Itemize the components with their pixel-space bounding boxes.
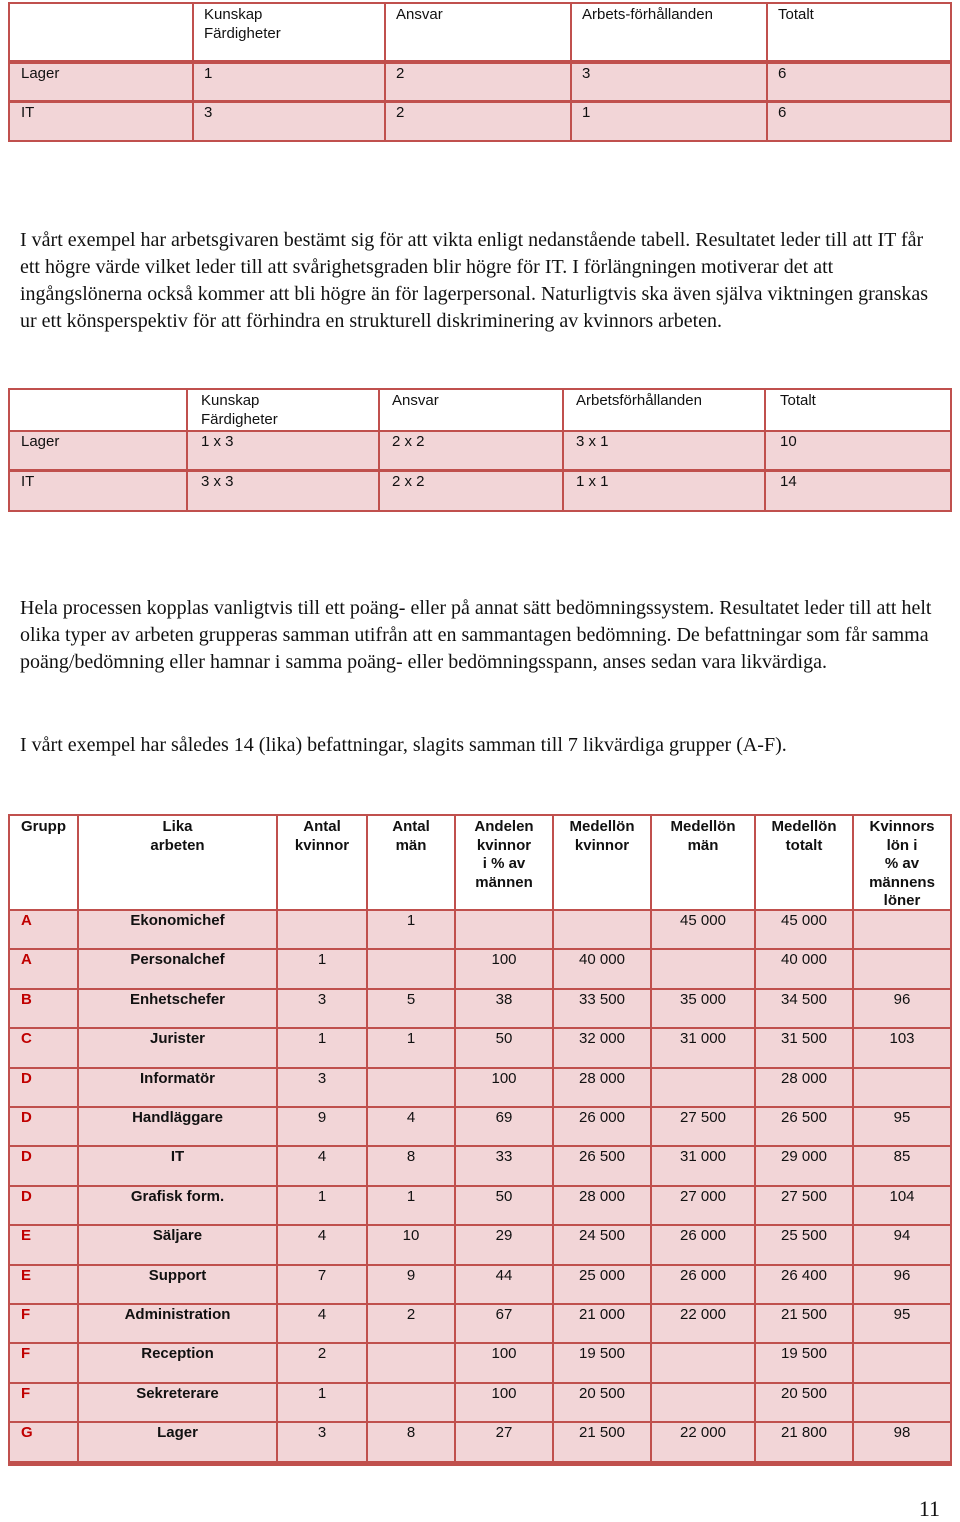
table3-cell: 9 <box>368 1266 454 1303</box>
table3-cell: 25 500 <box>756 1226 852 1263</box>
table3-cell: 34 500 <box>756 990 852 1027</box>
table3-cell: 21 800 <box>756 1423 852 1460</box>
table3-cell: 1 <box>278 1384 366 1421</box>
table3-cell: 22 000 <box>652 1423 754 1460</box>
table3-cell: 100 <box>456 1384 552 1421</box>
table3-cell: 33 <box>456 1147 552 1184</box>
table3-job-title: Reception <box>79 1344 276 1381</box>
table3-header-medellon-man: Medellön män <box>652 816 754 909</box>
table3-cell: 100 <box>456 950 552 987</box>
table3-cell: 26 500 <box>756 1108 852 1145</box>
table3-group-code: D <box>10 1069 77 1106</box>
table3-job-title: Informatör <box>79 1069 276 1106</box>
table3-cell <box>278 911 366 948</box>
table3-group-code: C <box>10 1029 77 1066</box>
paragraph-weighting: I vårt exempel har arbetsgivaren bestämt sig för att vikta enligt nedanstående tabell. Resultatet leder till att IT får ett högre värde vilket leder till att svårighetsgraden blir högre för IT. I förlängningen motiverar det att ingångslönerna också kommer att bli högre än för lagerpersonal. Naturligtvis ska även själva viktningen granskas ur ett könsperspektiv för att förhindra en strukturell diskriminering av kvinnors arbeten. <box>20 229 929 332</box>
table3-job-title: Grafisk form. <box>79 1187 276 1224</box>
table1-cell: 2 <box>386 103 570 140</box>
table3-cell: 44 <box>456 1266 552 1303</box>
table3-cell: 1 <box>278 1029 366 1066</box>
table3-cell: 100 <box>456 1344 552 1381</box>
table3-header-grupp: Grupp <box>10 816 77 909</box>
table3-cell: 27 <box>456 1423 552 1460</box>
table3-cell: 21 000 <box>554 1305 650 1342</box>
table2-cell: 3 x 1 <box>564 432 764 469</box>
table3-cell: 33 500 <box>554 990 650 1027</box>
table3-cell: 40 000 <box>554 950 650 987</box>
table3-cell: 31 000 <box>652 1029 754 1066</box>
table3-cell: 38 <box>456 990 552 1027</box>
table3-cell: 24 500 <box>554 1226 650 1263</box>
table3-cell: 95 <box>854 1108 950 1145</box>
table-weights-multiplied <box>8 388 952 512</box>
table3-cell: 28 000 <box>554 1187 650 1224</box>
table3-cell: 1 <box>368 1029 454 1066</box>
table3-header-lika-arbeten: Lika arbeten <box>79 816 276 909</box>
table3-cell: 19 500 <box>756 1344 852 1381</box>
table2-row-label: IT <box>10 472 186 510</box>
table1-row-label: Lager <box>10 64 192 100</box>
table1-header-arbets: Arbets-förhållanden <box>572 4 766 60</box>
table3-cell: 7 <box>278 1266 366 1303</box>
paragraph-example: I vårt exempel har således 14 (lika) befattningar, slagits samman till 7 likvärdiga grupper (A-F). <box>20 734 787 756</box>
table3-job-title: Support <box>79 1266 276 1303</box>
table3-header-kvinnors-lon: Kvinnors lön i % av männens löner <box>854 816 950 909</box>
table3-cell: 21 500 <box>756 1305 852 1342</box>
table3-job-title: Enhetschefer <box>79 990 276 1027</box>
table3-cell: 8 <box>368 1423 454 1460</box>
table3-cell: 27 000 <box>652 1187 754 1224</box>
table3-cell: 69 <box>456 1108 552 1145</box>
table2-cell: 3 x 3 <box>188 472 378 510</box>
table3-cell: 2 <box>368 1305 454 1342</box>
table3-cell: 4 <box>278 1305 366 1342</box>
page-number: 11 <box>918 1496 940 1521</box>
table2-cell: 1 x 1 <box>564 472 764 510</box>
table3-cell: 35 000 <box>652 990 754 1027</box>
table3-header-antal-man: Antal män <box>368 816 454 909</box>
table3-cell <box>652 1344 754 1381</box>
table1-row-label: IT <box>10 103 192 140</box>
table3-cell: 1 <box>278 1187 366 1224</box>
table3-job-title: Handläggare <box>79 1108 276 1145</box>
table3-cell: 1 <box>278 950 366 987</box>
table3-cell <box>652 950 754 987</box>
table3-cell <box>854 911 950 948</box>
table3-cell: 3 <box>278 1423 366 1460</box>
table3-cell: 10 <box>368 1226 454 1263</box>
table3-cell: 103 <box>854 1029 950 1066</box>
table1-header-totalt: Totalt <box>768 4 950 60</box>
table3-cell: 98 <box>854 1423 950 1460</box>
table3-cell: 1 <box>368 911 454 948</box>
table3-cell: 40 000 <box>756 950 852 987</box>
table1-cell: 6 <box>768 103 950 140</box>
table3-cell: 31 500 <box>756 1029 852 1066</box>
table1-cell: 3 <box>572 64 766 100</box>
table2-cell: 14 <box>766 472 950 510</box>
table3-cell: 20 500 <box>554 1384 650 1421</box>
table1-header-ansvar: Ansvar <box>386 4 570 60</box>
table3-group-code: D <box>10 1187 77 1224</box>
table3-cell <box>854 950 950 987</box>
table3-cell: 31 000 <box>652 1147 754 1184</box>
table3-cell: 20 500 <box>756 1384 852 1421</box>
table3-cell: 29 <box>456 1226 552 1263</box>
table2-row-label: Lager <box>10 432 186 469</box>
table3-cell: 29 000 <box>756 1147 852 1184</box>
table3-cell <box>652 1069 754 1106</box>
table3-cell <box>854 1384 950 1421</box>
table3-cell: 95 <box>854 1305 950 1342</box>
table3-cell: 45 000 <box>652 911 754 948</box>
table2-cell: 2 x 2 <box>380 472 562 510</box>
table3-group-code: D <box>10 1147 77 1184</box>
table3-cell: 3 <box>278 1069 366 1106</box>
table3-cell: 96 <box>854 990 950 1027</box>
table-salary-groups <box>8 814 952 1466</box>
table3-group-code: E <box>10 1226 77 1263</box>
table1-cell: 6 <box>768 64 950 100</box>
table2-header-arbets: Arbetsförhållanden <box>564 390 764 430</box>
table3-cell: 26 400 <box>756 1266 852 1303</box>
table3-cell: 22 000 <box>652 1305 754 1342</box>
table3-cell: 27 500 <box>756 1187 852 1224</box>
table3-group-code: E <box>10 1266 77 1303</box>
table3-cell: 5 <box>368 990 454 1027</box>
table3-job-title: Ekonomichef <box>79 911 276 948</box>
table3-cell <box>854 1344 950 1381</box>
table3-cell: 50 <box>456 1187 552 1224</box>
table3-cell: 4 <box>278 1147 366 1184</box>
table3-group-code: F <box>10 1384 77 1421</box>
table3-cell: 8 <box>368 1147 454 1184</box>
table3-header-antal-kvinnor: Antal kvinnor <box>278 816 366 909</box>
table2-cell: 1 x 3 <box>188 432 378 469</box>
table3-cell: 28 000 <box>756 1069 852 1106</box>
table3-cell: 96 <box>854 1266 950 1303</box>
table3-cell: 26 000 <box>652 1266 754 1303</box>
table3-cell <box>368 1344 454 1381</box>
table1-cell: 2 <box>386 64 570 100</box>
paragraph-process: Hela processen kopplas vanligtvis till ett poäng- eller på annat sätt bedömningssystem. Resultatet leder till att helt olika typer av arbeten grupperas samman utifrån att en sammantagen bedömning. De befattningar som får samma poäng/bedömning eller hamnar i samma poäng- eller bedömningsspann, anses sedan vara likvärdiga. <box>20 597 932 673</box>
table3-cell <box>368 1384 454 1421</box>
table2-cell: 10 <box>766 432 950 469</box>
table3-group-code: G <box>10 1423 77 1460</box>
table-weights-simple <box>8 2 952 142</box>
table3-header-andelen: Andelen kvinnor i % av männen <box>456 816 552 909</box>
table3-cell: 26 000 <box>652 1226 754 1263</box>
table3-job-title: Sekreterare <box>79 1384 276 1421</box>
table3-cell: 4 <box>278 1226 366 1263</box>
table1-cell: 1 <box>572 103 766 140</box>
table3-cell: 85 <box>854 1147 950 1184</box>
table3-cell: 4 <box>368 1108 454 1145</box>
table3-cell: 21 500 <box>554 1423 650 1460</box>
table1-cell: 3 <box>194 103 384 140</box>
table3-group-code: D <box>10 1108 77 1145</box>
table3-cell <box>554 911 650 948</box>
table3-cell: 50 <box>456 1029 552 1066</box>
table3-job-title: Jurister <box>79 1029 276 1066</box>
table3-cell: 9 <box>278 1108 366 1145</box>
table3-cell: 26 000 <box>554 1108 650 1145</box>
table3-cell: 3 <box>278 990 366 1027</box>
table3-job-title: Personalchef <box>79 950 276 987</box>
table3-cell: 67 <box>456 1305 552 1342</box>
table3-cell: 100 <box>456 1069 552 1106</box>
table3-group-code: A <box>10 911 77 948</box>
table3-group-code: F <box>10 1344 77 1381</box>
table3-cell: 104 <box>854 1187 950 1224</box>
table3-group-code: B <box>10 990 77 1027</box>
table2-header-ansvar: Ansvar <box>380 390 562 430</box>
table3-job-title: Säljare <box>79 1226 276 1263</box>
table3-cell <box>854 1069 950 1106</box>
table3-cell: 1 <box>368 1187 454 1224</box>
table3-header-medellon-kvinnor: Medellön kvinnor <box>554 816 650 909</box>
table3-cell <box>368 1069 454 1106</box>
table2-header-totalt: Totalt <box>766 390 950 430</box>
table3-cell: 27 500 <box>652 1108 754 1145</box>
table3-cell: 94 <box>854 1226 950 1263</box>
table3-cell: 32 000 <box>554 1029 650 1066</box>
table3-job-title: IT <box>79 1147 276 1184</box>
table3-cell: 28 000 <box>554 1069 650 1106</box>
table3-cell: 26 500 <box>554 1147 650 1184</box>
table3-cell <box>652 1384 754 1421</box>
table3-header-medellon-totalt: Medellön totalt <box>756 816 852 909</box>
table2-header-kunskap: Kunskap Färdigheter <box>188 390 378 430</box>
table3-cell: 45 000 <box>756 911 852 948</box>
table1-cell: 1 <box>194 64 384 100</box>
table3-cell: 25 000 <box>554 1266 650 1303</box>
table3-group-code: F <box>10 1305 77 1342</box>
table1-header-kunskap: Kunskap Färdigheter <box>194 4 384 60</box>
table3-cell: 19 500 <box>554 1344 650 1381</box>
table3-cell <box>368 950 454 987</box>
table3-job-title: Administration <box>79 1305 276 1342</box>
table3-cell <box>456 911 552 948</box>
table3-cell: 2 <box>278 1344 366 1381</box>
table3-group-code: A <box>10 950 77 987</box>
table3-job-title: Lager <box>79 1423 276 1460</box>
table2-cell: 2 x 2 <box>380 432 562 469</box>
